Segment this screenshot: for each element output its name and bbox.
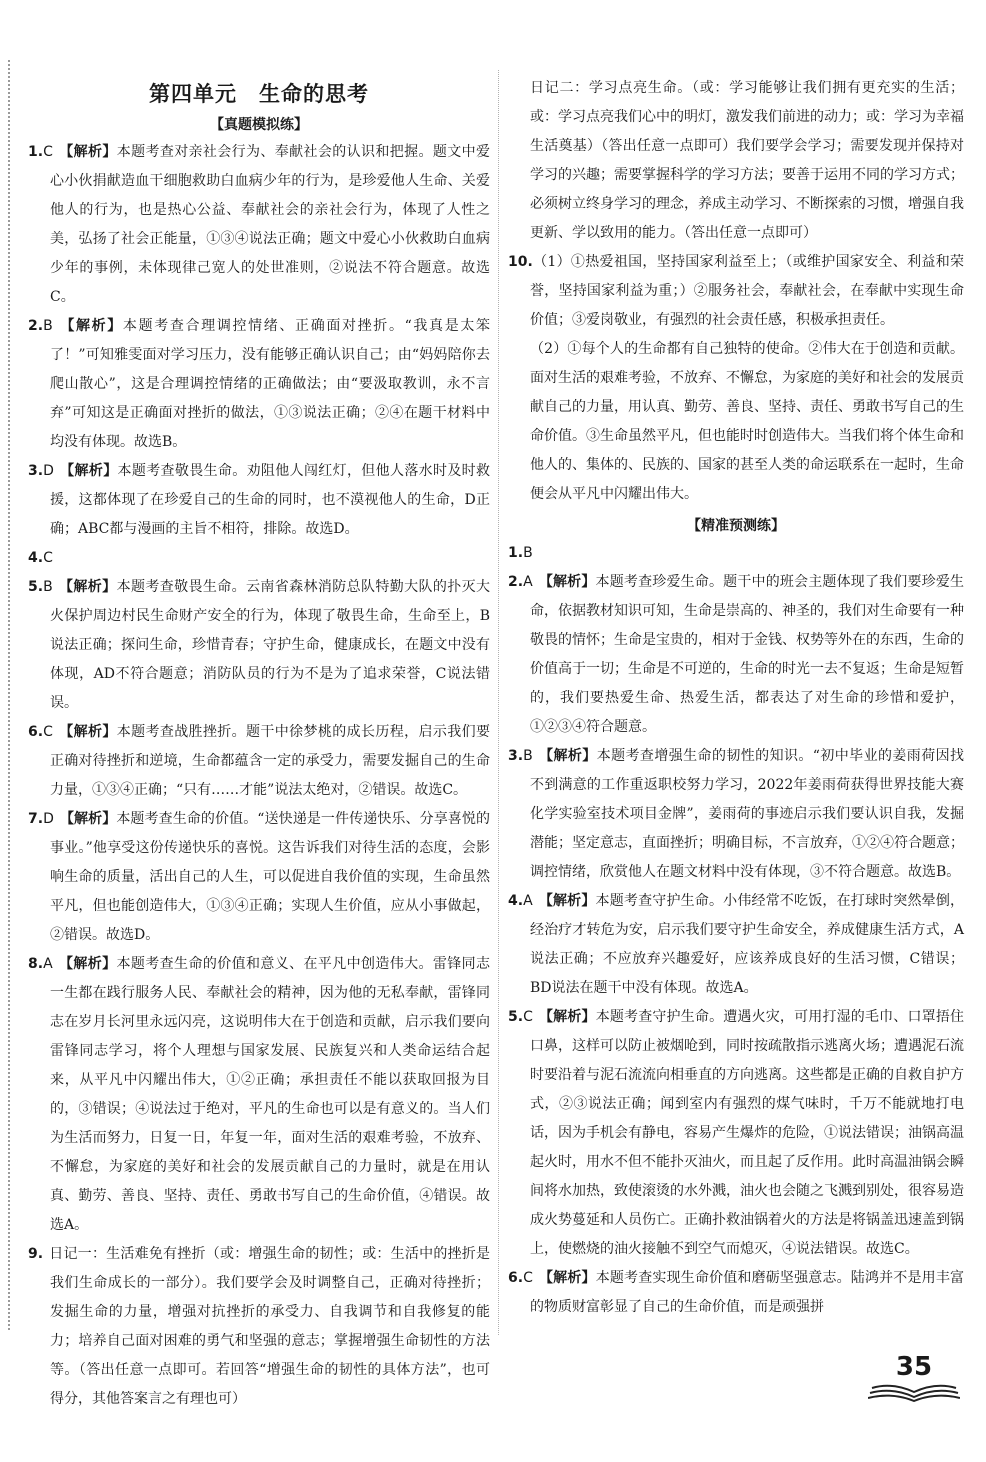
item-explanation: 本题考查守护生命。遭遇火灾，可用打湿的毛巾、口罩捂住口鼻，这样可以防止被烟呛到，同时按疏散指示逃离火场；遭遇泥石流时要沿着与泥石流流向相垂直的方向逃离。这些都是正确的自救自护方式，②③说法正确；闻到室内有强烈的煤气味时，千万不能就地打电话，因为手机会有静电，容易产生爆炸的危险，①说法错误；油锅高温起火时，用水不但不能扑灭油火，而且起了反作用。此时高温油锅会瞬间将水加热，致使滚烫的水外溅，油火也会随之飞溅到别处，很容易造成火势蔓延和人员伤亡。正确扑救油锅着火的方法是将锅盖迅速盖到锅上，使燃烧的油火接触不到空气而熄灭，④说法错误。故选C。 (530, 1009, 964, 1257)
page-number: 35 (895, 1352, 933, 1382)
diary-two-answer: 日记二：学习点亮生命。（或：学习能够让我们拥有更充实的生活；或：学习点亮我们心中的明灯，激发我们前进的动力；或：学习为幸福生活奠基）（答出任意一点即可）我们要学会学习；需要发现并保持对学习的兴趣；需要掌握科学的学习方法；要善于运用不同的学习方式；必须树立终身学习的理念，养成主动学习、不断探索的习惯，增强自我更新、学以致用的能力。（答出任意一点即可） (530, 80, 964, 241)
item-answer: A (43, 956, 53, 972)
analysis-tag: 【解析】 (538, 748, 597, 764)
answer-item (508, 568, 964, 742)
analysis-tag: 【解析】 (58, 318, 123, 334)
open-book-icon (868, 1380, 960, 1402)
analysis-tag: 【解析】 (58, 579, 117, 595)
analysis-tag: 【解析】 (59, 463, 118, 479)
item-number: 1. (508, 545, 524, 561)
item-answer: C (43, 550, 53, 566)
analysis-tag: 【解析】 (58, 956, 117, 972)
item-answer: B (523, 748, 533, 764)
item-number: 10. (508, 254, 533, 270)
item-explanation: 本题考查珍爱生命。题干中的班会主题体现了我们要珍爱生命，依据教材知识可知，生命是崇高的、神圣的，我们对生命要有一种敬畏的情怀；生命是宝贵的，相对于金钱、权势等外在的东西，生命的价值高于一切；生命是不可逆的，生命的时光一去不复返；生命是短暂的，我们要热爱生命、热爱生活，都表达了对生命的珍惜和爱护，①②③④符合题意。 (530, 574, 965, 735)
analysis-tag: 【解析】 (58, 724, 117, 740)
answer-item (508, 742, 964, 887)
item-explanation: 本题考查战胜挫折。题干中徐梦桃的成长历程，启示我们要正确对待挫折和逆境，生命都蕴含一定的承受力，需要发掘自己的生命力量，①③④正确；“只有……才能”说法太绝对，②错误。故选C。 (50, 724, 490, 798)
item-number: 5. (28, 579, 44, 595)
item-explanation: 本题考查敬畏生命。劝阻他人闯红灯，但他人落水时及时救援，这都体现了在珍爱自己的生命的同时，也不漠视他人的生命，D正确；ABC都与漫画的主旨不相符，排除。故选D。 (50, 463, 491, 537)
item-number: 4. (508, 893, 524, 909)
left-answer-list (28, 138, 490, 1414)
item-answer: A (523, 574, 533, 590)
answer-item (508, 1264, 964, 1322)
item-answer: C (43, 724, 53, 740)
item-text-part1: （1）①热爱祖国，坚持国家利益至上；（或维护国家安全、利益和荣誉，坚持国家利益为重；）②服务社会，奉献社会，在奉献中实现生命价值；③爱岗敬业，有强烈的社会责任感，积极承担责任。 (530, 254, 964, 328)
analysis-tag: 【解析】 (538, 1270, 596, 1286)
analysis-tag: 【解析】 (59, 811, 117, 827)
item-number: 7. (28, 811, 44, 827)
item-number: 5. (508, 1009, 524, 1025)
left-margin-dots (8, 60, 10, 1330)
item-number: 3. (28, 463, 44, 479)
analysis-tag: 【解析】 (58, 144, 117, 160)
unit-title: 第四单元 生命的思考 (149, 82, 369, 106)
item-explanation: 本题考查生命的价值和意义、在平凡中创造伟大。雷锋同志一生都在践行服务人民、奉献社会的精神，因为他的无私奉献，雷锋同志在岁月长河里永远闪亮，这说明伟大在于创造和贡献，启示我们要向雷锋同志学习，将个人理想与国家发展、民族复兴和人类命运结合起来，从平凡中闪耀出伟大，①②正确；承担责任不能以获取回报为目的，③错误；④说法过于绝对，平凡的生命也可以是有意义的。当人们为生活而努力，日复一日，年复一年，面对生活的艰难考验，不放弃、不懈怠，为家庭的美好和社会的发展贡献自己的力量时，就是在用认真、勤劳、善良、坚持、责任、勇敢书写自己的生命价值，④错误。故选A。 (50, 956, 491, 1233)
answer-item-10 (508, 248, 964, 335)
item-explanation: 本题考查实现生命价值和磨砺坚强意志。陆鸿并不是用丰富的物质财富彰显了自己的生命价值，而是顽强拼 (530, 1270, 964, 1315)
item-number: 9. (28, 1246, 44, 1262)
analysis-tag: 【解析】 (538, 893, 596, 909)
item-answer: A (523, 893, 533, 909)
left-column (28, 74, 490, 1414)
answer-item (28, 805, 490, 950)
item-answer: B (43, 579, 53, 595)
item-explanation: 本题考查合理调控情绪、正确面对挫折。“我真是太笨了！”可知雅雯面对学习压力，没有能够正确认识自己；由“妈妈陪你去爬山散心”，这是合理调控情绪的正确做法；由“要汲取教训，永不言弃”可知这是正确面对挫折的做法，①③说法正确；②④在题干材料中均没有体现。故选B。 (50, 318, 491, 450)
item-number: 2. (508, 574, 524, 590)
item-number: 6. (28, 724, 44, 740)
answer-item (28, 1240, 490, 1414)
answer-item (28, 312, 490, 457)
item-explanation: 日记一：生活难免有挫折（或：增强生命的韧性；或：生活中的挫折是我们生命成长的一部分）。我们要学会及时调整自己，正确对待挫折；发掘生命的力量，增强对抗挫折的承受力、自我调节和自我修复的能力；培养自己面对困难的勇气和坚强的意志；掌握增强生命韧性的方法等。（答出任意一点即可。若回答“增强生命的韧性的具体方法”，也可得分，其他答案言之有理也可） (49, 1246, 490, 1407)
answer-item (28, 950, 490, 1240)
column-divider (498, 70, 499, 1335)
item-number: 6. (508, 1270, 524, 1286)
section-heading-prediction: 【精准预测练】 (687, 518, 785, 534)
right-column (508, 74, 964, 1322)
answer-item (508, 539, 964, 568)
answer-item (28, 718, 490, 805)
answer-item (28, 457, 490, 544)
item-answer: C (523, 1270, 533, 1286)
item-number: 4. (28, 550, 44, 566)
item-explanation: 本题考查敬畏生命。云南省森林消防总队特勤大队的扑灭大火保护周边村民生命财产安全的行为，体现了敬畏生命，生命至上，B说法正确；探问生命，珍惜青春；守护生命，健康成长，在题文中没有体现，AD不符合题意；消防队员的行为不是为了追求荣誉，C说法错误。 (50, 579, 491, 711)
answer-item (28, 573, 490, 718)
item-answer: D (43, 463, 54, 479)
item-number: 1. (28, 144, 44, 160)
analysis-tag: 【解析】 (538, 574, 596, 590)
item-explanation: 本题考查增强生命的韧性的知识。“初中毕业的姜雨荷因找不到满意的工作重返职校努力学习，2022年姜雨荷获得世界技能大赛化学实验室技术项目金牌”，姜雨荷的事迹启示我们要认识自我，发掘潜能；坚定意志，直面挫折；明确目标，不言放弃，①②④符合题意；调控情绪，欣赏他人在题文材料中没有体现，③不符合题意。故选B。 (530, 748, 965, 880)
item-answer: C (43, 144, 53, 160)
item-number: 3. (508, 748, 524, 764)
analysis-tag: 【解析】 (538, 1009, 596, 1025)
item-explanation: 本题考查生命的价值。“送快递是一件传递快乐、分享喜悦的事业。”他享受这份传递快乐的喜悦。这告诉我们对待生活的态度，会影响生命的质量，活出自己的人生，可以促进自我价值的实现，生命虽然平凡，但也能创造伟大，①③④正确；实现人生价值，应从小事做起，②错误。故选D。 (50, 811, 490, 943)
answer-item (28, 544, 490, 573)
item-explanation: 本题考查对亲社会行为、奉献社会的认识和把握。题文中爱心小伙捐献造血干细胞救助白血病少年的行为，是珍爱他人生命、关爱他人的行为，也是热心公益、奉献社会的亲社会行为，体现了人性之美，弘扬了社会正能量，①③④说法正确；题文中爱心小伙救助白血病少年的事例，未体现律己宽人的处世准则，②说法不符合题意。故选C。 (50, 144, 490, 305)
right-answer-list (508, 539, 964, 1322)
item-answer: D (43, 811, 54, 827)
item-answer: C (523, 1009, 533, 1025)
item-number: 2. (28, 318, 44, 334)
item-number: 8. (28, 956, 44, 972)
section-heading-real-exam: 【真题模拟练】 (210, 117, 308, 133)
answer-item (28, 138, 490, 312)
answer-item (508, 887, 964, 1003)
answer-item (508, 1003, 964, 1264)
item-explanation: 本题考查守护生命。小伟经常不吃饭，在打球时突然晕倒，经治疗才转危为安，启示我们要守护生命安全，养成健康生活方式，A说法正确；不应放弃兴趣爱好，应该养成良好的生活习惯，C错误；BD说法在题干中没有体现。故选A。 (530, 893, 965, 996)
item-answer: B (523, 545, 533, 561)
item-answer: B (43, 318, 53, 334)
answer-item-10-part2: （2）①每个人的生命都有自己独特的使命。②伟大在于创造和贡献。面对生活的艰难考验，不放弃、不懈怠，为家庭的美好和社会的发展贡献自己的力量，用认真、勤劳、善良、坚持、责任、勇敢书写自己的生命价值。③生命虽然平凡，但也能时时创造伟大。当我们将个体生命和他人的、集体的、民族的、国家的甚至人类的命运联系在一起时，生命便会从平凡中闪耀出伟大。 (530, 341, 964, 502)
